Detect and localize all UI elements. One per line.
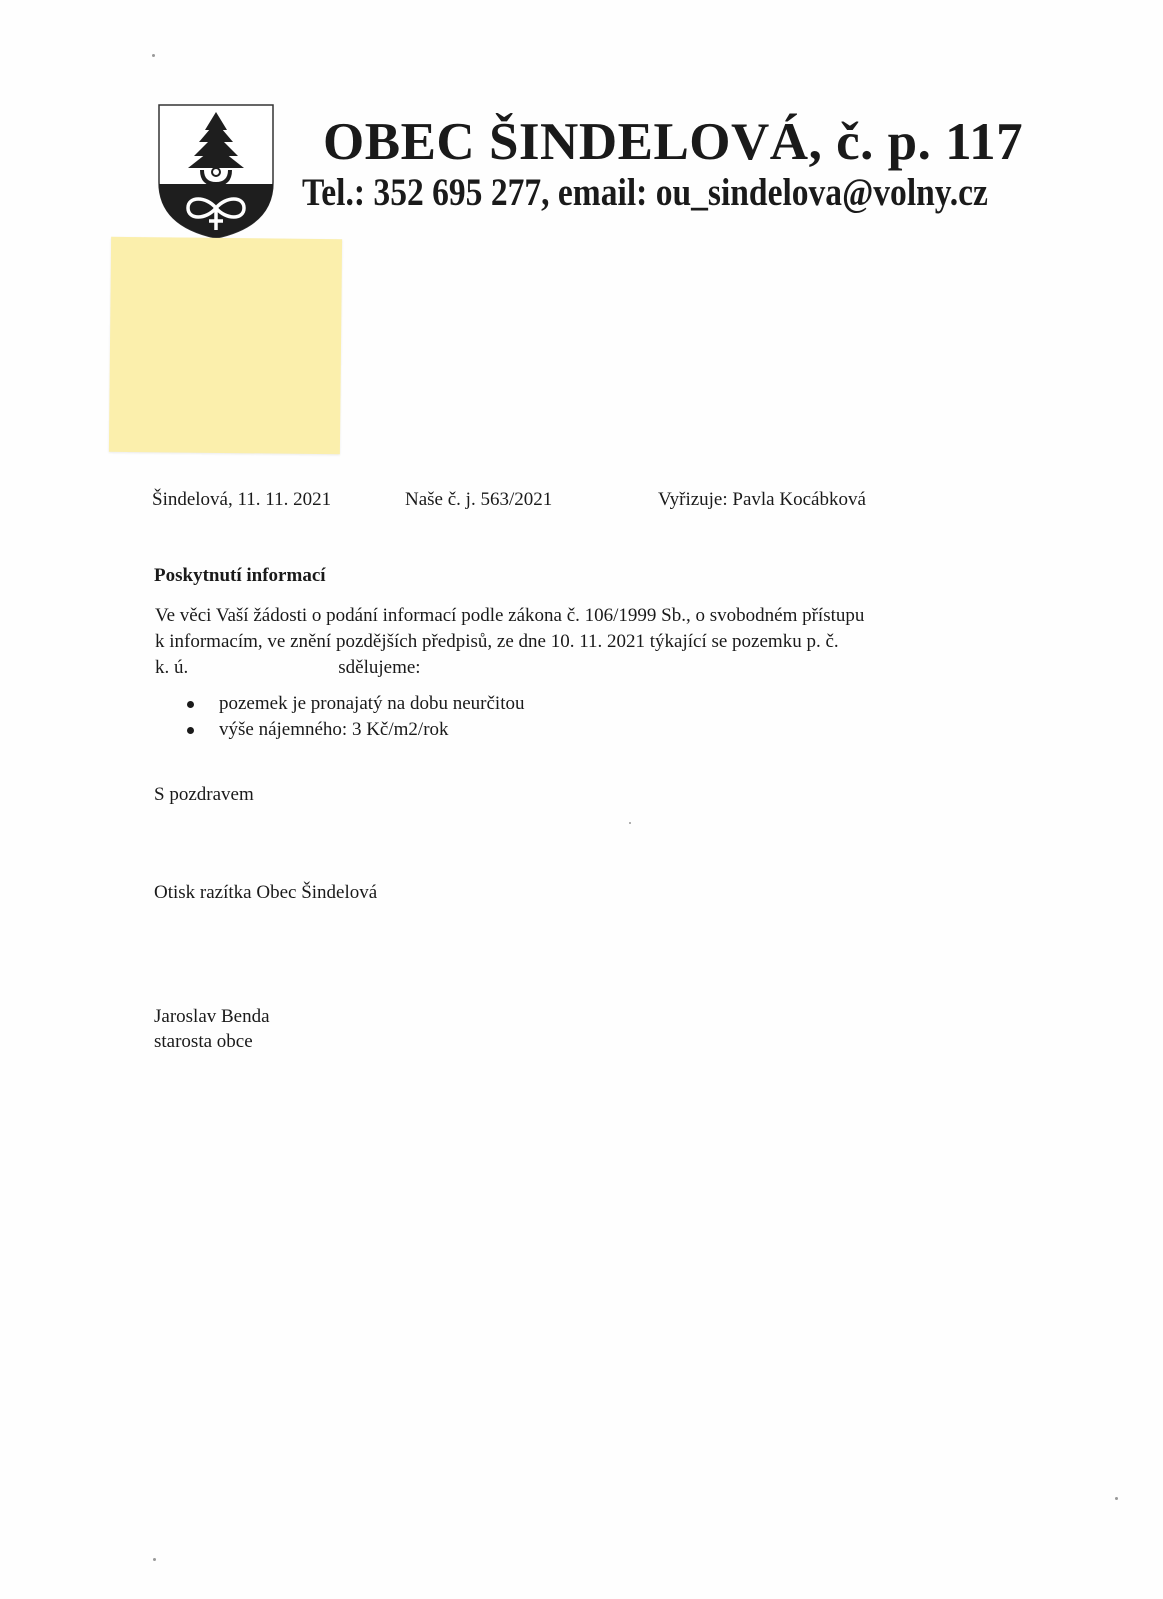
- scan-speck: [629, 822, 631, 824]
- greeting: S pozdravem: [154, 784, 254, 805]
- body-line-start: k. ú.: [155, 657, 189, 678]
- signer-title: starosta obce: [154, 1031, 253, 1052]
- list-item: výše nájemného: 3 Kč/m2/rok: [187, 717, 524, 743]
- sticky-note-redaction: [109, 237, 342, 454]
- body-line: k informacím, ve znění pozdějších předpisů, ze dne 10. 11. 2021 týkající se pozemku p. č.: [155, 631, 839, 652]
- body-line: [155, 657, 421, 679]
- place-date: Šindelová, 11. 11. 2021: [152, 489, 332, 510]
- scan-speck: [153, 1558, 156, 1561]
- scan-speck: [1115, 1497, 1118, 1500]
- letter-subject: Poskytnutí informací: [154, 565, 326, 586]
- reference-number: Naše č. j. 563/2021: [405, 489, 553, 510]
- org-name: OBEC ŠINDELOVÁ, č. p. 117: [323, 113, 1024, 171]
- body-line: Ve věci Vaší žádosti o podání informací podle zákona č. 106/1999 Sb., o svobodném přístupu: [155, 605, 865, 626]
- org-contact: Tel.: 352 695 277, email: ou_sindelova@volny.cz: [302, 171, 988, 214]
- list-item: pozemek je pronajatý na dobu neurčitou: [187, 691, 524, 717]
- scan-speck: [152, 54, 155, 57]
- stamp-note: Otisk razítka Obec Šindelová: [154, 882, 378, 903]
- coat-of-arms-icon: [158, 104, 274, 240]
- info-list: [187, 691, 524, 743]
- handled-by: Vyřizuje: Pavla Kocábková: [658, 489, 866, 510]
- body-line-end: sdělujeme:: [338, 657, 421, 678]
- signer-name: Jaroslav Benda: [154, 1006, 270, 1027]
